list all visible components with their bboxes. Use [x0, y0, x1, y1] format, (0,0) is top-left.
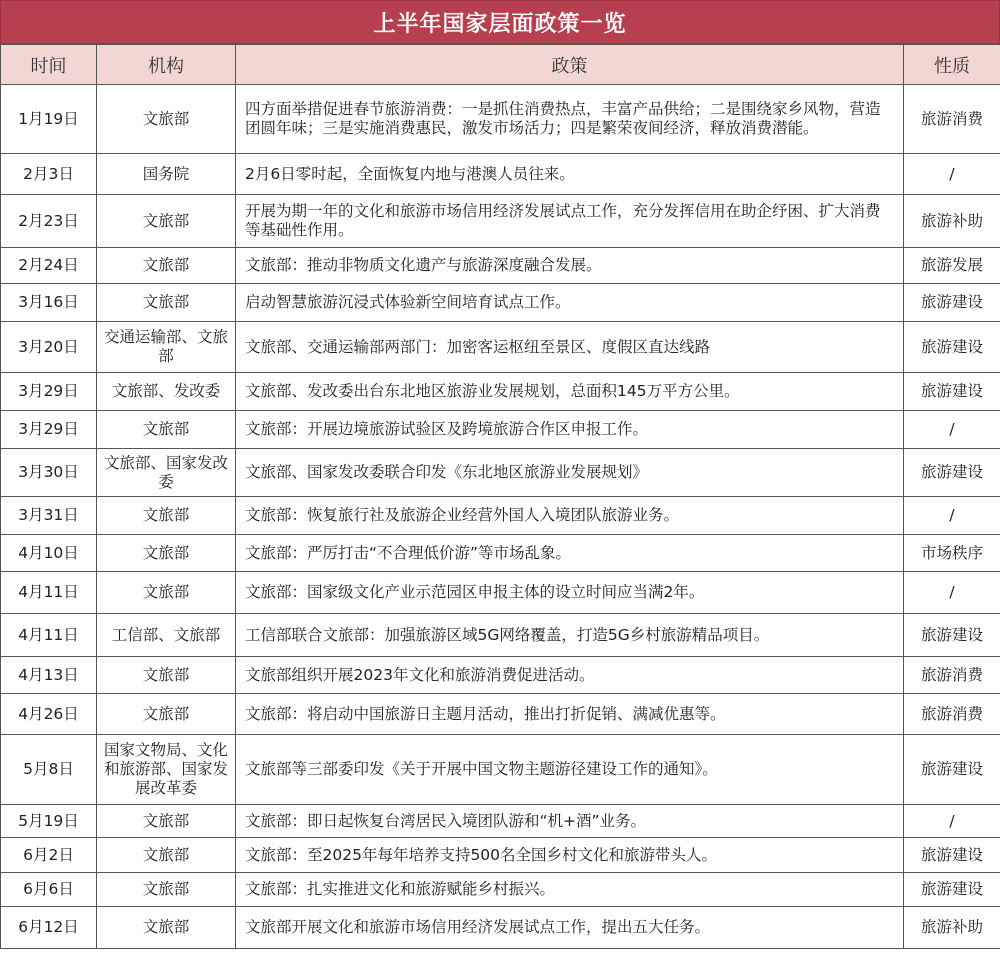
row-policy: 文旅部：国家级文化产业示范园区申报主体的设立时间应当满2年。 — [236, 572, 904, 614]
table-row — [1, 694, 1000, 735]
table-row — [1, 572, 1000, 614]
row-policy: 文旅部：开展边境旅游试验区及跨境旅游合作区申报工作。 — [236, 411, 904, 449]
table-row — [1, 284, 1000, 322]
row-org: 文旅部 — [97, 572, 236, 614]
row-date: 4月26日 — [1, 694, 97, 735]
policy-table — [0, 44, 1000, 949]
row-org: 文旅部 — [97, 497, 236, 535]
row-date: 3月31日 — [1, 497, 97, 535]
row-nature: / — [904, 411, 1000, 449]
row-policy: 文旅部、交通运输部两部门：加密客运枢纽至景区、度假区直达线路 — [236, 322, 904, 373]
row-date: 3月30日 — [1, 449, 97, 497]
row-org: 文旅部 — [97, 195, 236, 248]
row-date: 1月19日 — [1, 85, 97, 154]
row-nature: / — [904, 805, 1000, 838]
row-date: 3月29日 — [1, 411, 97, 449]
row-org: 工信部、文旅部 — [97, 614, 236, 657]
row-nature: / — [904, 572, 1000, 614]
table-row — [1, 85, 1000, 154]
row-date: 3月16日 — [1, 284, 97, 322]
row-policy: 文旅部、国家发改委联合印发《东北地区旅游业发展规划》 — [236, 449, 904, 497]
row-nature: / — [904, 497, 1000, 535]
row-nature: 旅游消费 — [904, 694, 1000, 735]
header-date: 时间 — [1, 45, 97, 85]
table-row — [1, 657, 1000, 694]
table-body — [1, 85, 1000, 949]
row-nature: 市场秩序 — [904, 535, 1000, 572]
row-org: 文旅部 — [97, 838, 236, 873]
table-row — [1, 373, 1000, 411]
row-org: 文旅部 — [97, 85, 236, 154]
row-org: 交通运输部、文旅部 — [97, 322, 236, 373]
row-nature: 旅游建设 — [904, 735, 1000, 805]
row-date: 3月29日 — [1, 373, 97, 411]
row-policy: 文旅部：恢复旅行社及旅游企业经营外国人入境团队旅游业务。 — [236, 497, 904, 535]
row-policy: 文旅部：至2025年每年培养支持500名全国乡村文化和旅游带头人。 — [236, 838, 904, 873]
row-nature: 旅游补助 — [904, 907, 1000, 949]
table-row — [1, 449, 1000, 497]
row-nature: 旅游发展 — [904, 248, 1000, 284]
row-nature: 旅游建设 — [904, 449, 1000, 497]
row-nature: 旅游建设 — [904, 873, 1000, 907]
row-policy: 文旅部：扎实推进文化和旅游赋能乡村振兴。 — [236, 873, 904, 907]
row-nature: 旅游建设 — [904, 284, 1000, 322]
row-nature: 旅游消费 — [904, 85, 1000, 154]
row-date: 4月11日 — [1, 614, 97, 657]
row-date: 4月13日 — [1, 657, 97, 694]
row-org: 文旅部 — [97, 411, 236, 449]
row-org: 文旅部 — [97, 907, 236, 949]
row-policy: 文旅部等三部委印发《关于开展中国文物主题游径建设工作的通知》。 — [236, 735, 904, 805]
table-row — [1, 907, 1000, 949]
table-row — [1, 154, 1000, 195]
row-nature: 旅游建设 — [904, 373, 1000, 411]
header-row — [1, 45, 1000, 85]
table-row — [1, 838, 1000, 873]
row-date: 6月12日 — [1, 907, 97, 949]
row-policy: 文旅部：即日起恢复台湾居民入境团队游和“机+酒”业务。 — [236, 805, 904, 838]
row-date: 2月3日 — [1, 154, 97, 195]
row-date: 4月10日 — [1, 535, 97, 572]
row-org: 文旅部 — [97, 805, 236, 838]
row-org: 国家文物局、文化和旅游部、国家发展改革委 — [97, 735, 236, 805]
row-date: 2月23日 — [1, 195, 97, 248]
row-policy: 启动智慧旅游沉浸式体验新空间培育试点工作。 — [236, 284, 904, 322]
table-row — [1, 322, 1000, 373]
table-row — [1, 535, 1000, 572]
row-policy: 文旅部：严厉打击“不合理低价游”等市场乱象。 — [236, 535, 904, 572]
row-policy: 文旅部开展文化和旅游市场信用经济发展试点工作，提出五大任务。 — [236, 907, 904, 949]
row-org: 文旅部、发改委 — [97, 373, 236, 411]
table-row — [1, 805, 1000, 838]
header-org: 机构 — [97, 45, 236, 85]
row-date: 5月8日 — [1, 735, 97, 805]
table-row — [1, 248, 1000, 284]
table-row — [1, 195, 1000, 248]
table-row — [1, 614, 1000, 657]
row-nature: 旅游建设 — [904, 322, 1000, 373]
row-org: 文旅部 — [97, 248, 236, 284]
row-org: 文旅部 — [97, 535, 236, 572]
row-policy: 文旅部：将启动中国旅游日主题月活动，推出打折促销、满减优惠等。 — [236, 694, 904, 735]
row-org: 文旅部 — [97, 694, 236, 735]
row-nature: 旅游补助 — [904, 195, 1000, 248]
row-policy: 文旅部组织开展2023年文化和旅游消费促进活动。 — [236, 657, 904, 694]
row-policy: 工信部联合文旅部：加强旅游区域5G网络覆盖，打造5G乡村旅游精品项目。 — [236, 614, 904, 657]
row-nature: / — [904, 154, 1000, 195]
row-policy: 开展为期一年的文化和旅游市场信用经济发展试点工作，充分发挥信用在助企纾困、扩大消费等基础性作用。 — [236, 195, 904, 248]
row-policy: 2月6日零时起，全面恢复内地与港澳人员往来。 — [236, 154, 904, 195]
row-org: 文旅部 — [97, 657, 236, 694]
row-date: 2月24日 — [1, 248, 97, 284]
row-org: 文旅部、国家发改委 — [97, 449, 236, 497]
row-nature: 旅游建设 — [904, 614, 1000, 657]
row-nature: 旅游消费 — [904, 657, 1000, 694]
header-nature: 性质 — [904, 45, 1000, 85]
row-nature: 旅游建设 — [904, 838, 1000, 873]
table-row — [1, 873, 1000, 907]
header-policy: 政策 — [236, 45, 904, 85]
row-date: 6月2日 — [1, 838, 97, 873]
row-policy: 文旅部、发改委出台东北地区旅游业发展规划，总面积145万平方公里。 — [236, 373, 904, 411]
row-date: 5月19日 — [1, 805, 97, 838]
row-date: 3月20日 — [1, 322, 97, 373]
row-org: 国务院 — [97, 154, 236, 195]
table-title: 上半年国家层面政策一览 — [0, 0, 1000, 44]
row-org: 文旅部 — [97, 284, 236, 322]
table-row — [1, 497, 1000, 535]
row-date: 4月11日 — [1, 572, 97, 614]
row-date: 6月6日 — [1, 873, 97, 907]
row-org: 文旅部 — [97, 873, 236, 907]
row-policy: 文旅部：推动非物质文化遗产与旅游深度融合发展。 — [236, 248, 904, 284]
table-row — [1, 411, 1000, 449]
row-policy: 四方面举措促进春节旅游消费：一是抓住消费热点，丰富产品供给；二是围绕家乡风物，营造团圆年味；三是实施消费惠民，激发市场活力；四是繁荣夜间经济，释放消费潜能。 — [236, 85, 904, 154]
table-row — [1, 735, 1000, 805]
